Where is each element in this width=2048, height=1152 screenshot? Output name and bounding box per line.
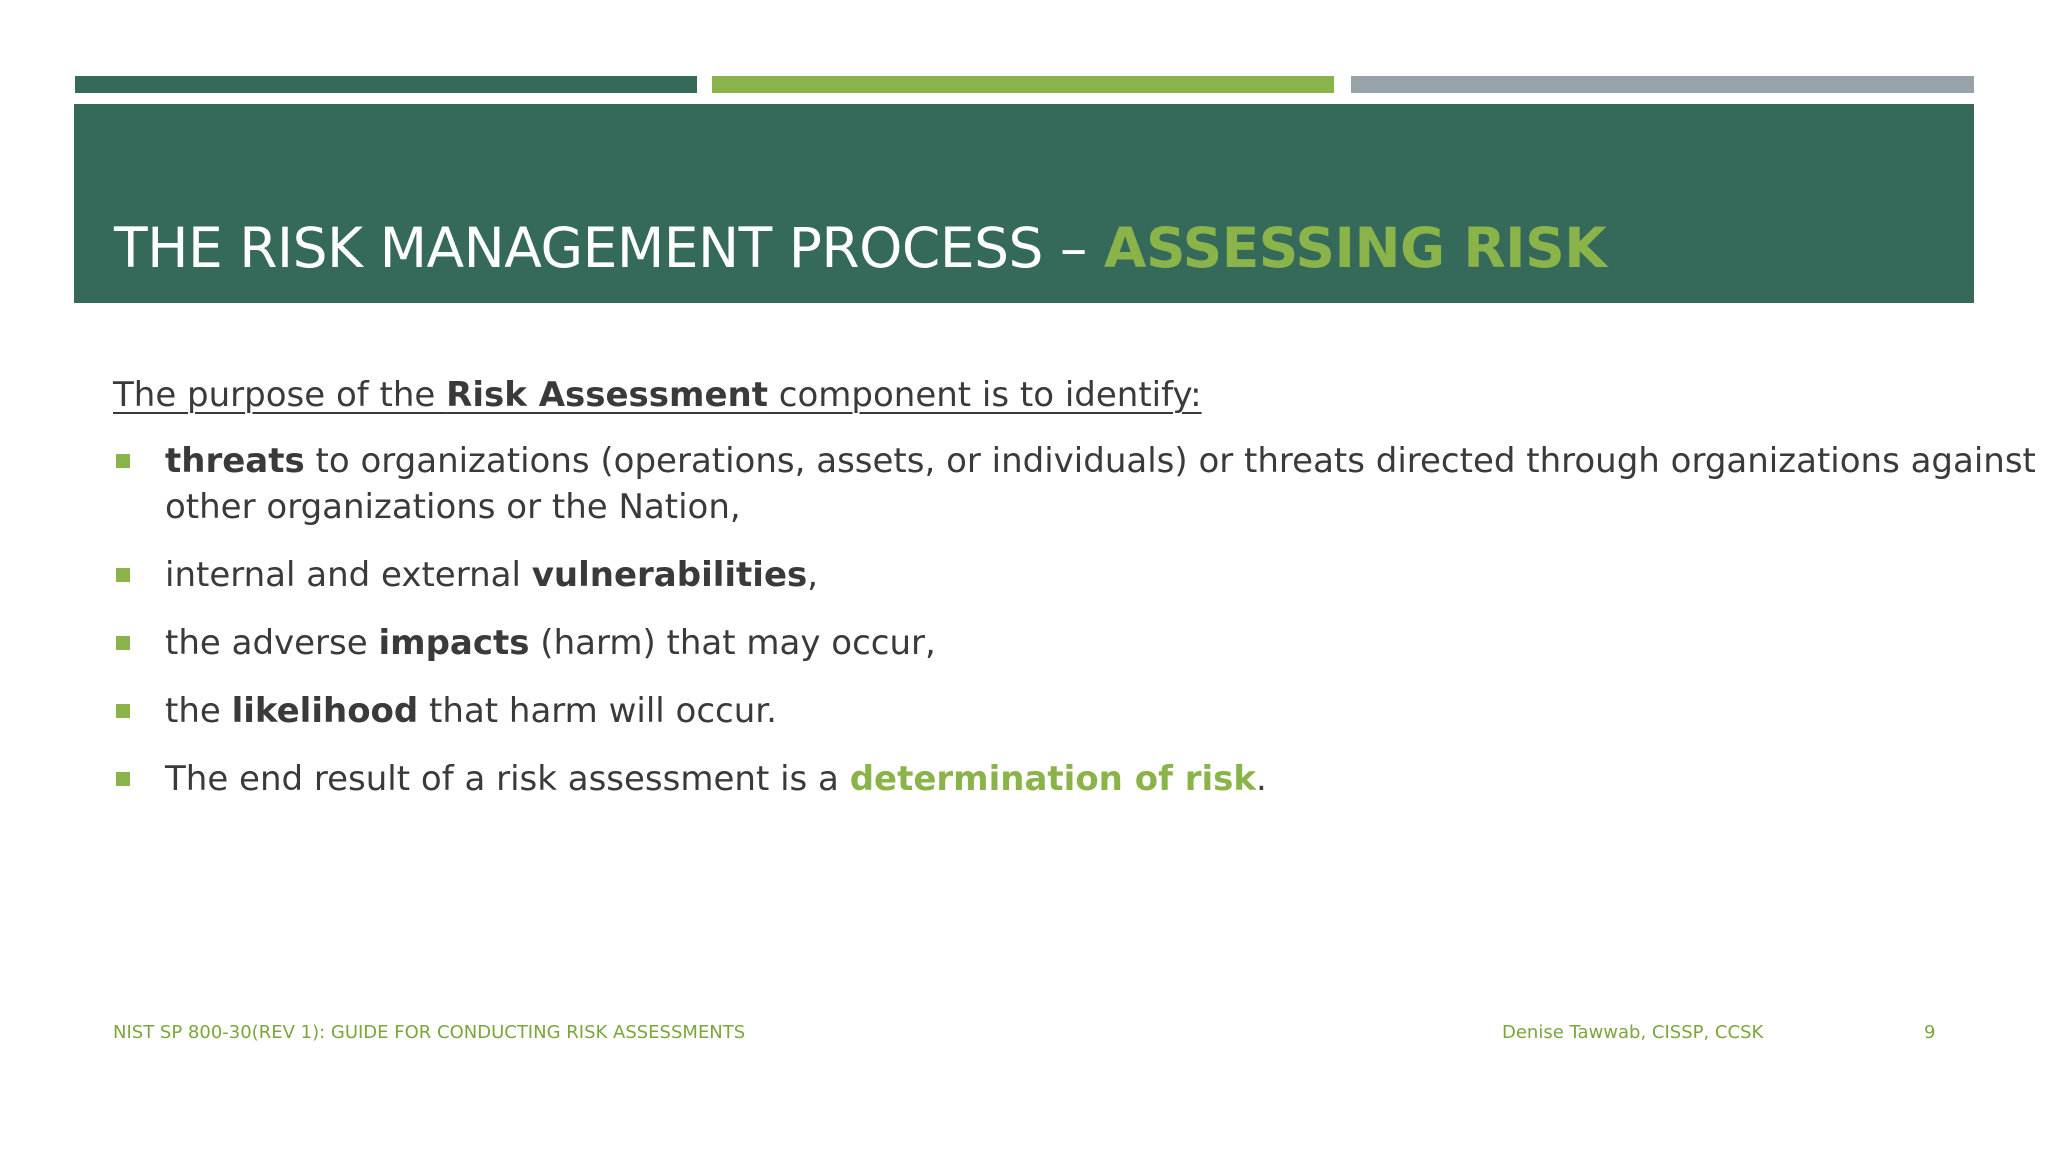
accent-bar-dark-green (75, 76, 697, 93)
bullet-square-icon (116, 454, 130, 468)
bullet-line-1 (165, 441, 2036, 481)
bullet-highlight: determination of risk (849, 759, 1256, 799)
slide-body (113, 372, 2036, 824)
bullet-vulnerabilities (113, 552, 1903, 598)
bullet-threats (113, 438, 2036, 530)
bullet-pre: The end result of a risk assessment is a (165, 759, 850, 799)
page-number: 9 (1924, 1022, 1936, 1043)
bullet-text (165, 438, 2036, 530)
slide-title-main: THE RISK MANAGEMENT PROCESS – (114, 216, 1104, 280)
bullet-line-2: other organizations or the Nation, (165, 487, 741, 527)
bullet-list (113, 438, 2036, 802)
bullet-square-icon (116, 568, 130, 582)
bullet-post: that harm will occur. (418, 691, 777, 731)
bullet-determination (113, 756, 1903, 802)
intro-pre: The purpose of the (113, 375, 447, 415)
footer-author: Denise Tawwab, CISSP, CCSK (1502, 1022, 1764, 1043)
bullet-pre: internal and external (165, 555, 532, 595)
intro-bold: Risk Assessment (446, 375, 768, 415)
bullet-square-icon (116, 772, 130, 786)
bullet-text (165, 688, 1903, 734)
bullet-bold: vulnerabilities (531, 555, 808, 595)
bullet-pre: the (165, 691, 232, 731)
bullet-pre: the adverse (165, 623, 379, 663)
bullet-text (165, 552, 1903, 598)
bullet-post: . (1255, 759, 1267, 799)
intro-line (113, 372, 1903, 418)
bullet-rest: to organizations (operations, assets, or individuals) or threats directed through organizations against (304, 441, 2036, 481)
title-band (74, 104, 1974, 303)
bullet-text (165, 620, 1903, 666)
bullet-impacts (113, 620, 1903, 666)
accent-bar-gray (1351, 76, 1974, 93)
slide-title-highlight: ASSESSING RISK (1103, 216, 1607, 280)
bullet-bold: impacts (378, 623, 530, 663)
accent-bar-light-green (712, 76, 1334, 93)
bullet-likelihood (113, 688, 1903, 734)
intro-post: component is to identify: (767, 375, 1202, 415)
bullet-bold: threats (165, 441, 305, 481)
bullet-post: (harm) that may occur, (529, 623, 936, 663)
slide-title (114, 214, 1606, 282)
bullet-text (165, 756, 1903, 802)
bullet-square-icon (116, 636, 130, 650)
footer-source: NIST SP 800-30(REV 1): GUIDE FOR CONDUCTING RISK ASSESSMENTS (113, 1022, 746, 1043)
bullet-bold: likelihood (231, 691, 419, 731)
bullet-square-icon (116, 704, 130, 718)
bullet-post: , (807, 555, 819, 595)
